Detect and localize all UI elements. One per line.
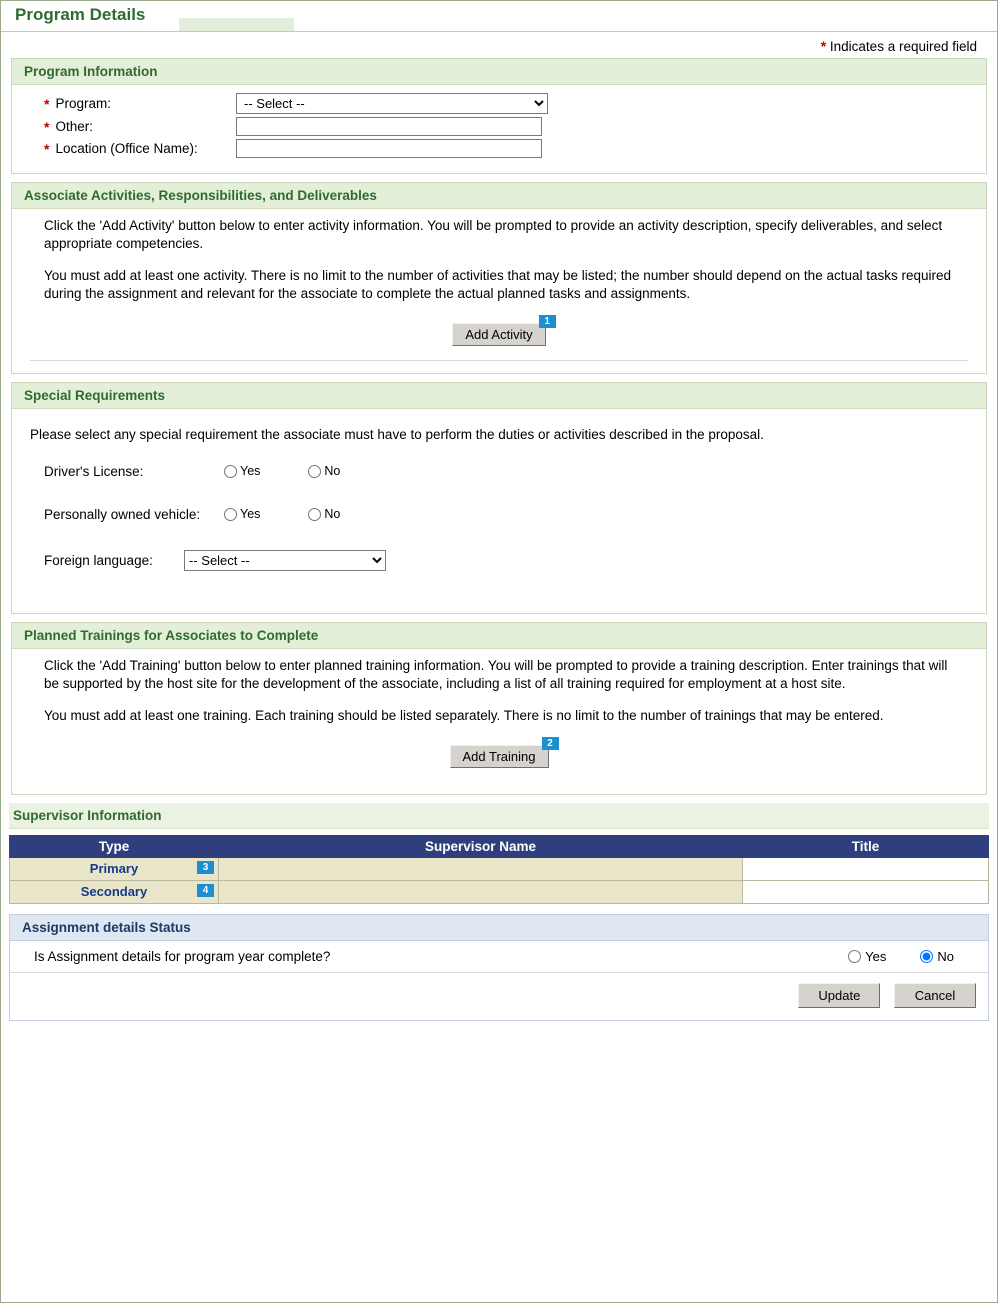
drivers-license-yes-option[interactable] bbox=[224, 464, 260, 478]
column-type: Type bbox=[10, 835, 219, 857]
required-field-note bbox=[1, 32, 997, 58]
action-buttons-row bbox=[10, 973, 988, 1020]
program-information-body bbox=[12, 85, 986, 173]
required-asterisk-icon: * bbox=[820, 38, 827, 54]
program-label-text: Program: bbox=[55, 96, 111, 111]
personal-vehicle-no-option[interactable] bbox=[308, 507, 340, 521]
add-training-button[interactable]: Add Training bbox=[450, 745, 549, 768]
required-asterisk-icon: * bbox=[44, 95, 50, 112]
personal-vehicle-yes-radio[interactable] bbox=[224, 508, 237, 521]
table-row bbox=[10, 857, 989, 880]
column-title: Title bbox=[743, 835, 989, 857]
activities-panel bbox=[11, 182, 987, 374]
activities-header: Associate Activities, Responsibilities, and Deliverables bbox=[12, 183, 986, 209]
special-requirements-intro: Please select any special requirement the associate must have to perform the duties or activities described in the proposal. bbox=[30, 426, 764, 442]
assignment-status-row bbox=[10, 941, 988, 973]
supervisor-table bbox=[9, 835, 989, 904]
title-tab-decoration bbox=[179, 18, 294, 31]
drivers-license-label: Driver's License: bbox=[44, 463, 144, 479]
other-label-text: Other: bbox=[55, 119, 93, 134]
drivers-license-no-option[interactable] bbox=[308, 464, 340, 478]
activities-paragraph-1: Click the 'Add Activity' button below to enter activity information. You will be prompted to provide an activity description, specify deliverables, and select appropriate competencies. bbox=[44, 218, 943, 251]
supervisor-primary-link[interactable]: Primary bbox=[89, 861, 139, 877]
other-input[interactable] bbox=[236, 117, 542, 136]
update-button[interactable]: Update bbox=[798, 983, 880, 1008]
add-training-badge: 2 bbox=[542, 737, 559, 750]
supervisor-primary-title-cell bbox=[743, 857, 989, 880]
assignment-status-yes-option[interactable] bbox=[848, 949, 886, 964]
program-information-header: Program Information bbox=[12, 59, 986, 85]
assignment-status-yes-label: Yes bbox=[865, 948, 887, 964]
trainings-paragraph-2: You must add at least one training. Each training should be listed separately. There is no limit to the number of trainings that may be entered. bbox=[44, 707, 884, 723]
special-requirements-spacer bbox=[26, 571, 972, 601]
personal-vehicle-no-label: No bbox=[324, 507, 341, 522]
foreign-language-select[interactable] bbox=[184, 550, 386, 571]
foreign-language-row bbox=[26, 550, 972, 571]
program-field-row bbox=[26, 93, 972, 114]
cancel-button[interactable]: Cancel bbox=[894, 983, 976, 1008]
supervisor-secondary-title-cell bbox=[743, 880, 989, 903]
personal-vehicle-yes-label: Yes bbox=[240, 507, 261, 522]
personal-vehicle-row bbox=[26, 507, 972, 522]
add-training-button-wrap bbox=[26, 739, 972, 768]
drivers-license-row bbox=[26, 464, 972, 479]
location-input[interactable] bbox=[236, 139, 542, 158]
required-note-text: Indicates a required field bbox=[829, 39, 977, 54]
add-activity-button[interactable]: Add Activity bbox=[452, 323, 545, 346]
assignment-status-no-radio[interactable] bbox=[920, 950, 933, 963]
column-supervisor-name: Supervisor Name bbox=[219, 835, 743, 857]
supervisor-primary-name-cell bbox=[219, 857, 743, 880]
assignment-status-no-label: No bbox=[937, 948, 954, 964]
activities-body bbox=[12, 209, 986, 373]
assignment-status-header: Assignment details Status bbox=[10, 915, 988, 941]
personal-vehicle-label: Personally owned vehicle: bbox=[44, 506, 201, 522]
supervisor-secondary-badge: 4 bbox=[197, 884, 214, 897]
page-title: Program Details bbox=[15, 5, 146, 24]
assignment-status-yes-radio[interactable] bbox=[848, 950, 861, 963]
other-label bbox=[26, 119, 236, 135]
foreign-language-label: Foreign language: bbox=[44, 552, 153, 568]
other-field-row bbox=[26, 117, 972, 136]
special-requirements-header: Special Requirements bbox=[12, 383, 986, 409]
supervisor-type-secondary-cell[interactable] bbox=[10, 880, 219, 903]
supervisor-header: Supervisor Information bbox=[9, 803, 989, 829]
supervisor-secondary-name-cell bbox=[219, 880, 743, 903]
required-asterisk-icon: * bbox=[44, 118, 50, 135]
table-row bbox=[10, 880, 989, 903]
program-information-panel bbox=[11, 58, 987, 174]
program-label bbox=[26, 96, 236, 112]
supervisor-primary-badge: 3 bbox=[197, 861, 214, 874]
personal-vehicle-no-radio[interactable] bbox=[308, 508, 321, 521]
activities-paragraph-2: You must add at least one activity. There is no limit to the number of activities that may be listed; the number should depend on the actual tasks required during the assignment and relevant for the associate to complete the actual planned tasks and assignments. bbox=[44, 267, 952, 301]
location-label-text: Location (Office Name): bbox=[55, 141, 198, 156]
add-activity-button-wrap bbox=[26, 317, 972, 346]
location-field-row bbox=[26, 139, 972, 158]
drivers-license-yes-label: Yes bbox=[240, 464, 261, 479]
page-bottom-spacer bbox=[1, 1021, 997, 1047]
trainings-spacer bbox=[26, 768, 972, 782]
drivers-license-yes-radio[interactable] bbox=[224, 465, 237, 478]
trainings-header: Planned Trainings for Associates to Complete bbox=[12, 623, 986, 649]
location-label bbox=[26, 141, 236, 157]
trainings-panel bbox=[11, 622, 987, 795]
trainings-body bbox=[12, 649, 986, 794]
program-select[interactable] bbox=[236, 93, 548, 114]
supervisor-type-primary-cell[interactable] bbox=[10, 857, 219, 880]
page-title-bar bbox=[1, 1, 997, 32]
supervisor-panel bbox=[9, 803, 989, 904]
assignment-status-panel bbox=[9, 914, 989, 1021]
special-requirements-panel bbox=[11, 382, 987, 614]
special-requirements-body bbox=[12, 409, 986, 613]
assignment-status-question: Is Assignment details for program year complete? bbox=[34, 948, 331, 964]
drivers-license-no-radio[interactable] bbox=[308, 465, 321, 478]
assignment-status-no-option[interactable] bbox=[920, 949, 954, 964]
drivers-license-no-label: No bbox=[324, 464, 341, 479]
required-asterisk-icon: * bbox=[44, 140, 50, 157]
supervisor-table-header-row bbox=[10, 835, 989, 857]
add-activity-badge: 1 bbox=[539, 315, 556, 328]
activities-divider bbox=[30, 360, 968, 361]
personal-vehicle-yes-option[interactable] bbox=[224, 507, 260, 521]
supervisor-secondary-link[interactable]: Secondary bbox=[80, 884, 148, 900]
trainings-paragraph-1: Click the 'Add Training' button below to enter planned training information. You will be prompted to provide a training description. Enter trainings that will be supported by the host site for the development of the associate, including a list of all training required for employment at a host site. bbox=[44, 657, 948, 691]
